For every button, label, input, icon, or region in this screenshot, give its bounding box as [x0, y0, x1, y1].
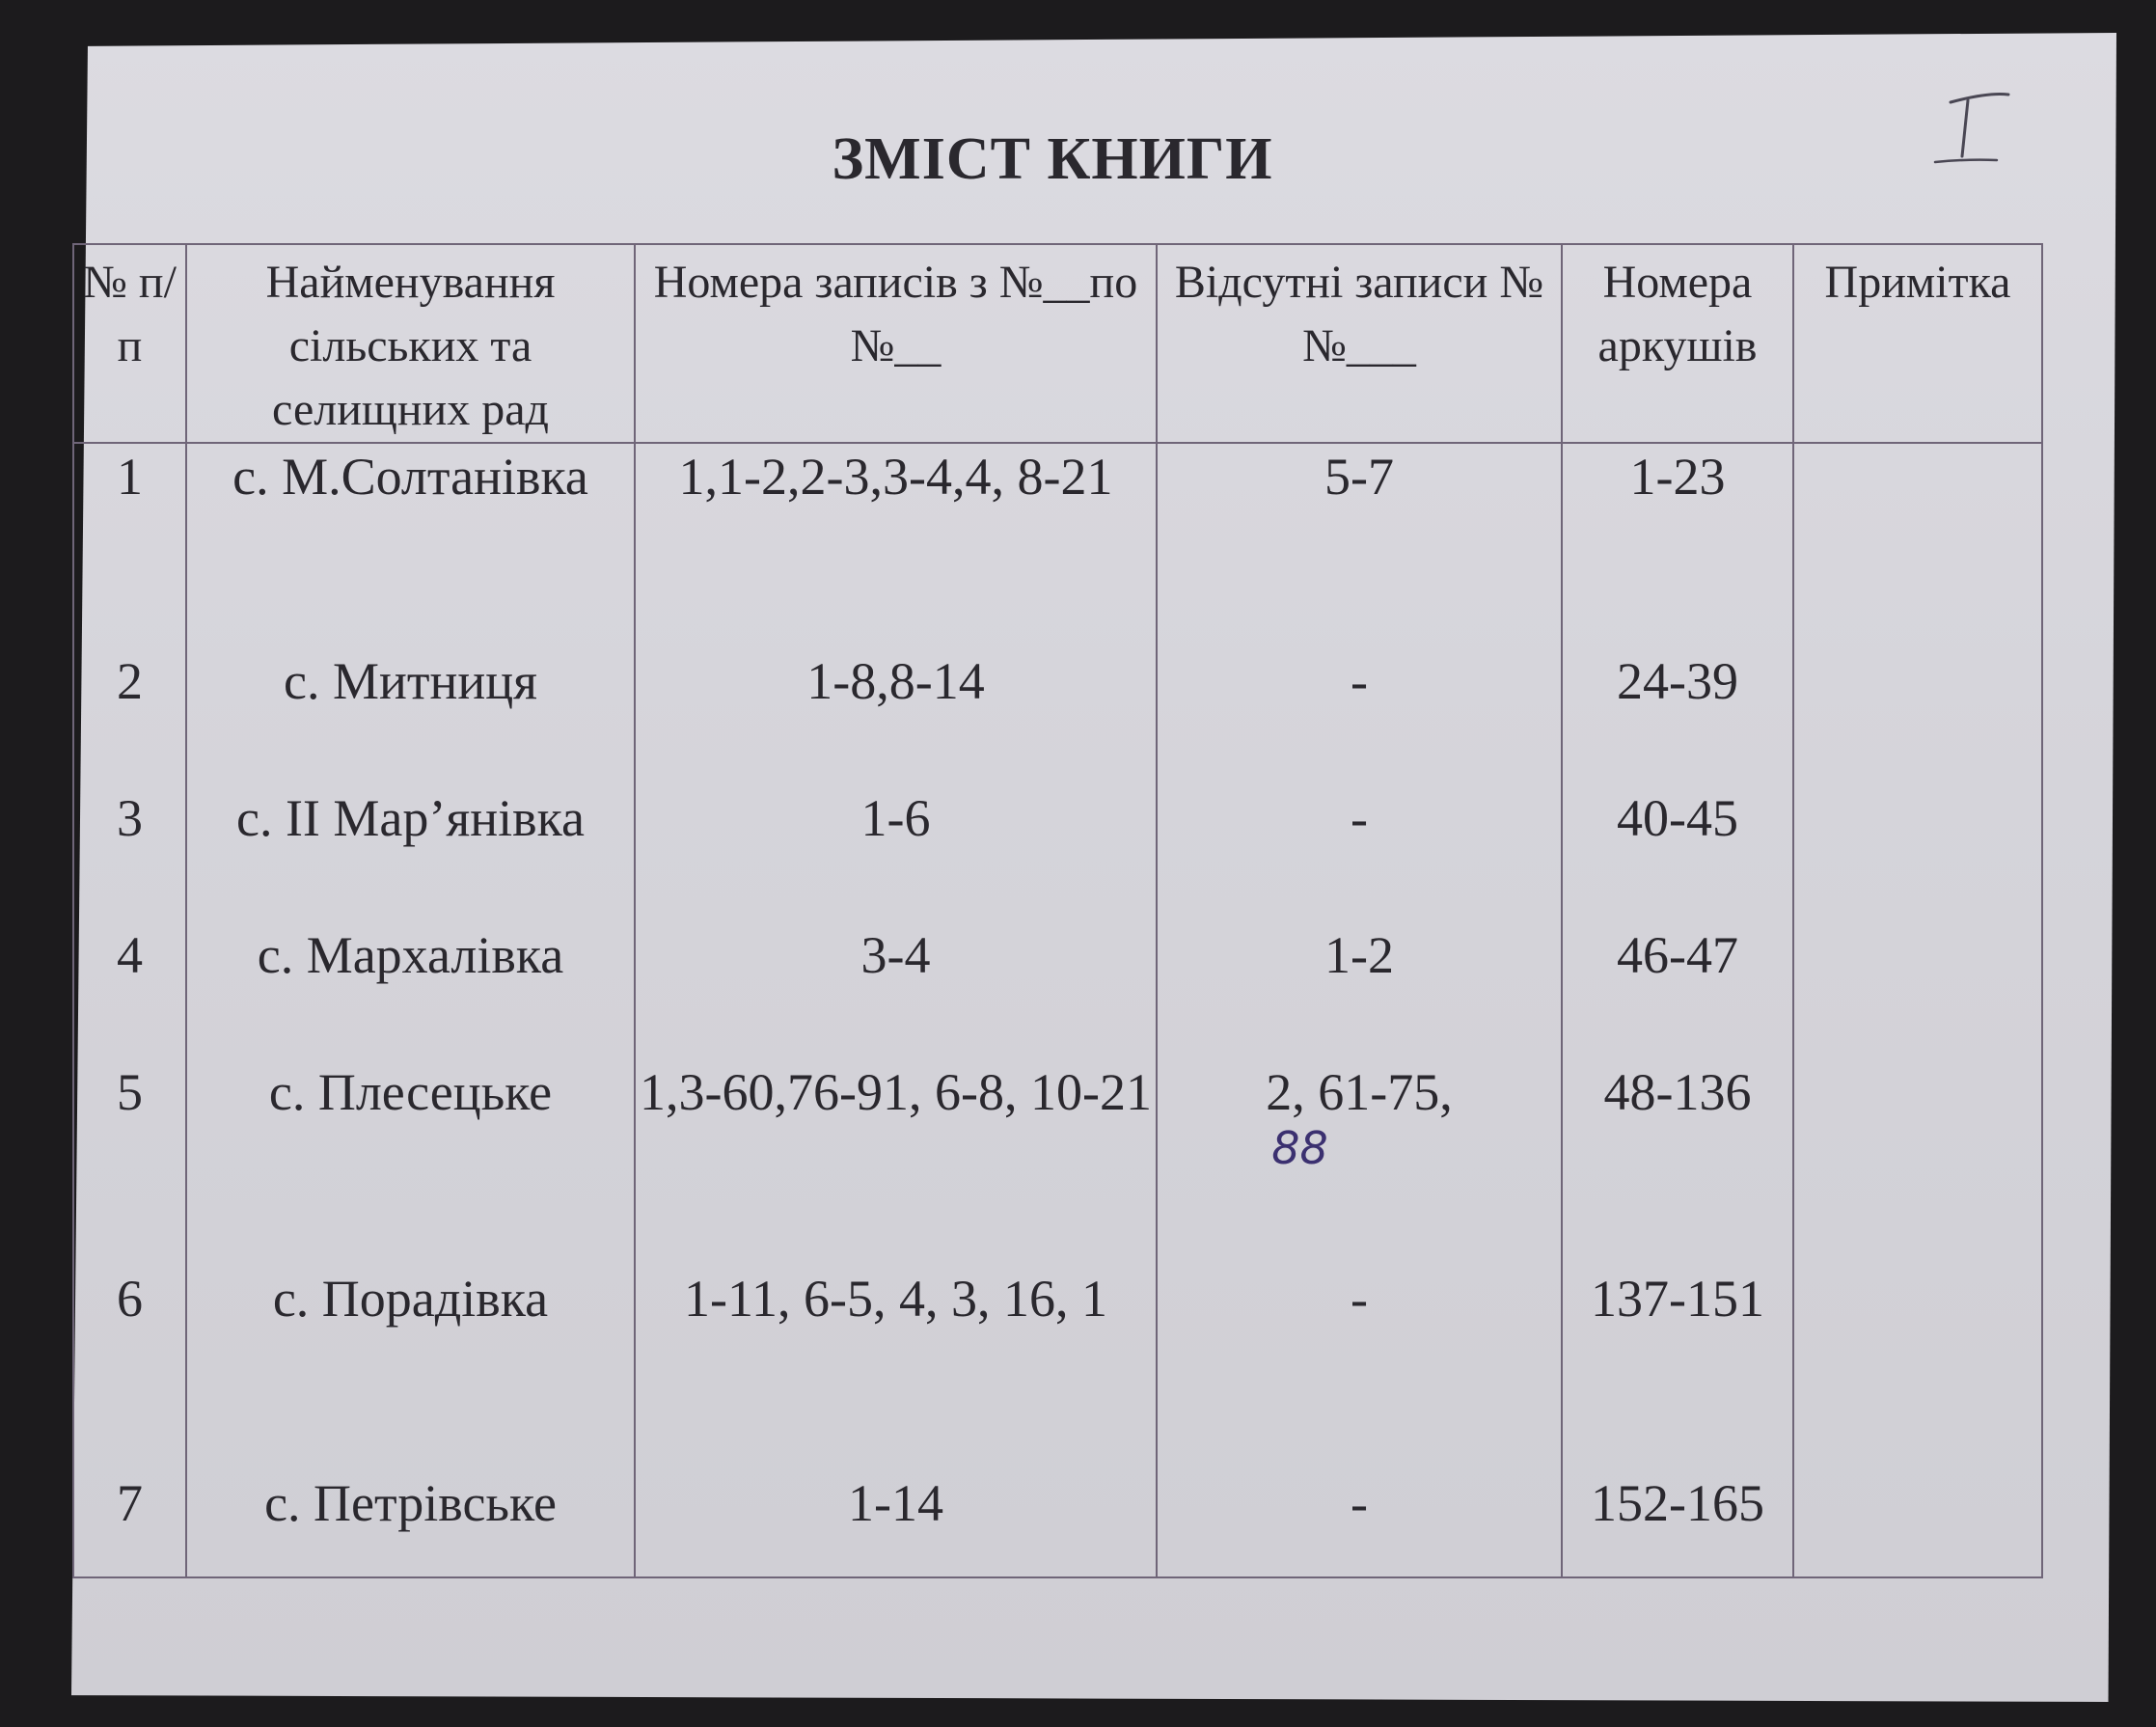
- cell-missing-records: [1157, 1059, 1562, 1266]
- header-number: № п/п: [73, 244, 186, 443]
- cell-sheet-numbers: 48-136: [1562, 1059, 1793, 1266]
- table-row: [73, 922, 2042, 1059]
- cell-sheet-numbers: 137-151: [1562, 1266, 1793, 1470]
- header-record-numbers: Номера записів з №__по №__: [635, 244, 1157, 443]
- table-row: [73, 648, 2042, 785]
- missing-records-handwritten: 88: [1271, 1122, 1328, 1174]
- cell-council-name: с. Порадівка: [186, 1266, 635, 1470]
- cell-sheet-numbers: 24-39: [1562, 648, 1793, 785]
- cell-record-numbers: 1-14: [635, 1470, 1157, 1577]
- cell-sheet-numbers: 46-47: [1562, 922, 1793, 1059]
- table-row: [73, 785, 2042, 922]
- cell-record-numbers: 1,1-2,2-3,3-4,4, 8-21: [635, 443, 1157, 648]
- cell-record-numbers: 1-8,8-14: [635, 648, 1157, 785]
- header-missing-records: Відсутні записи №№___: [1157, 244, 1562, 443]
- cell-record-numbers: 1-6: [635, 785, 1157, 922]
- cell-missing-records: -: [1157, 1470, 1562, 1577]
- cell-missing-records: 1-2: [1157, 922, 1562, 1059]
- cell-council-name: с. ІІ Мар’янівка: [186, 785, 635, 922]
- cell-sheet-numbers: 152-165: [1562, 1470, 1793, 1577]
- cell-missing-records: -: [1157, 648, 1562, 785]
- missing-records-printed: 2, 61-75,: [1266, 1063, 1453, 1121]
- handwritten-mark: [1933, 83, 2020, 170]
- cell-council-name: с. М.Солтанівка: [186, 443, 635, 648]
- table-row: [73, 1266, 2042, 1470]
- cell-note: [1793, 443, 2042, 648]
- table-row: [73, 1059, 2042, 1266]
- cell-note: [1793, 785, 2042, 922]
- cell-missing-records: -: [1157, 1266, 1562, 1470]
- cell-note: [1793, 648, 2042, 785]
- cell-council-name: с. Мархалівка: [186, 922, 635, 1059]
- cell-number: 5: [73, 1059, 186, 1266]
- cell-number: 7: [73, 1470, 186, 1577]
- cell-sheet-numbers: 1-23: [1562, 443, 1793, 648]
- cell-missing-records: -: [1157, 785, 1562, 922]
- header-note: Примітка: [1793, 244, 2042, 443]
- cell-number: 2: [73, 648, 186, 785]
- table-row: [73, 443, 2042, 648]
- header-council-name: Найменування сільських та селищних рад: [186, 244, 635, 443]
- cell-missing-records: 5-7: [1157, 443, 1562, 648]
- cell-note: [1793, 1266, 2042, 1470]
- cell-record-numbers: 3-4: [635, 922, 1157, 1059]
- cell-record-numbers: 1-11, 6-5, 4, 3, 16, 1: [635, 1266, 1157, 1470]
- cell-record-numbers: 1,3-60,76-91, 6-8, 10-21: [635, 1059, 1157, 1266]
- header-sheet-numbers: Номера аркушів: [1562, 244, 1793, 443]
- cell-number: 1: [73, 443, 186, 648]
- cell-council-name: с. Митниця: [186, 648, 635, 785]
- cell-number: 4: [73, 922, 186, 1059]
- cell-council-name: с. Петрівське: [186, 1470, 635, 1577]
- cell-note: [1793, 1470, 2042, 1577]
- header-row: [73, 244, 2042, 443]
- cell-note: [1793, 922, 2042, 1059]
- cell-sheet-numbers: 40-45: [1562, 785, 1793, 922]
- table-row: [73, 1470, 2042, 1577]
- contents-table: [72, 243, 2043, 1578]
- cell-note: [1793, 1059, 2042, 1266]
- document-title: ЗМІСТ КНИГИ: [832, 126, 1273, 192]
- cell-number: 6: [73, 1266, 186, 1470]
- cell-council-name: с. Плесецьке: [186, 1059, 635, 1266]
- cell-number: 3: [73, 785, 186, 922]
